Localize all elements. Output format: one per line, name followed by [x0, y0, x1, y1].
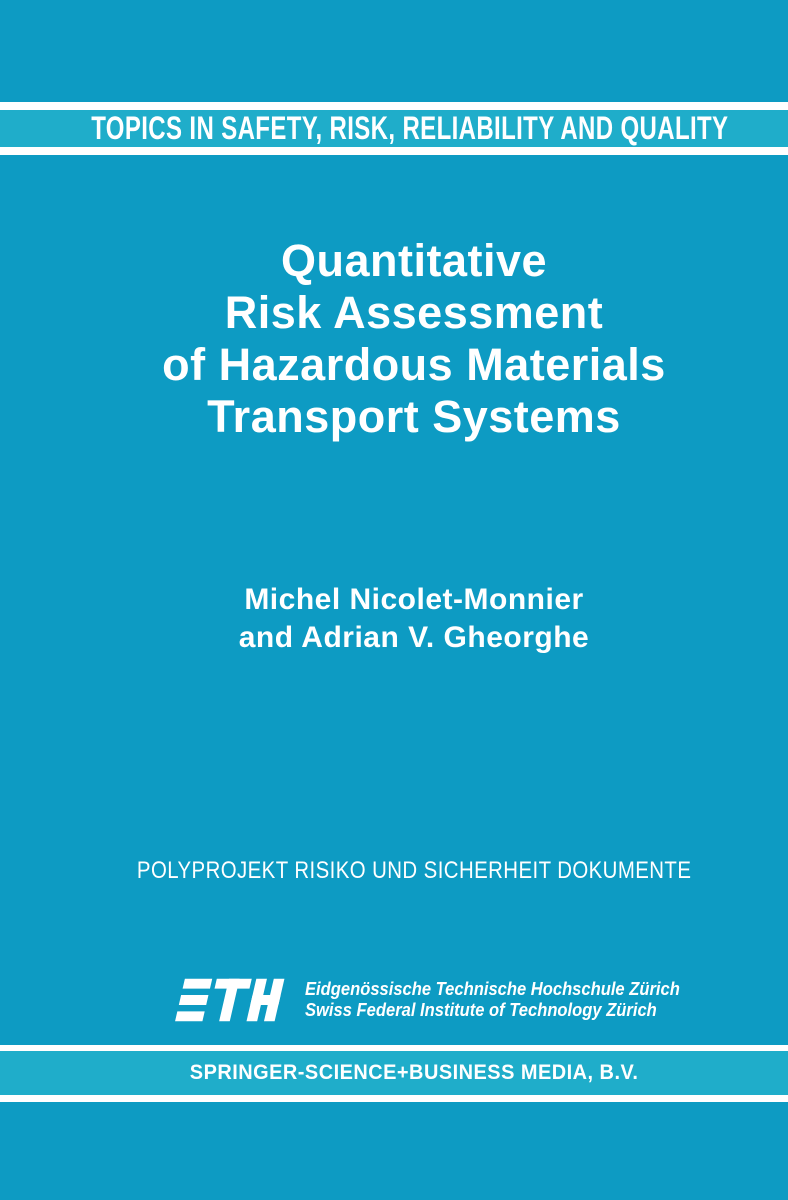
publisher-label: SPRINGER-SCIENCE+BUSINESS MEDIA, B.V. — [189, 1061, 639, 1084]
book-title — [40, 235, 788, 443]
author-line: Michel Nicolet-Monnier — [244, 583, 584, 616]
series-banner-label: TOPICS IN SAFETY, RISK, RELIABILITY AND QUALITY — [91, 110, 729, 146]
author-line: and Adrian V. Gheorghe — [238, 621, 590, 654]
publisher-band — [0, 1051, 788, 1095]
institution-names — [305, 979, 680, 1022]
subseries-label-row — [40, 857, 788, 885]
institution-block — [175, 974, 712, 1026]
series-banner-band — [0, 110, 788, 147]
divider-line — [0, 147, 788, 155]
divider-line — [0, 102, 788, 110]
book-title-line: Risk Assessment — [224, 287, 604, 338]
book-title-line: Transport Systems — [207, 391, 621, 442]
subseries-label: POLYPROJEKT RISIKO UND SICHERHEIT DOKUMENTE — [136, 857, 692, 884]
book-title-line: Quantitative — [280, 235, 548, 286]
eth-logo-icon — [175, 974, 289, 1026]
institution-name-de: Eidgenössische Technische Hochschule Zürich — [305, 978, 680, 999]
book-authors — [40, 581, 788, 657]
divider-line — [0, 1095, 788, 1102]
book-title-line: of Hazardous Materials — [162, 339, 666, 390]
institution-name-en: Swiss Federal Institute of Technology Zürich — [305, 1000, 657, 1020]
